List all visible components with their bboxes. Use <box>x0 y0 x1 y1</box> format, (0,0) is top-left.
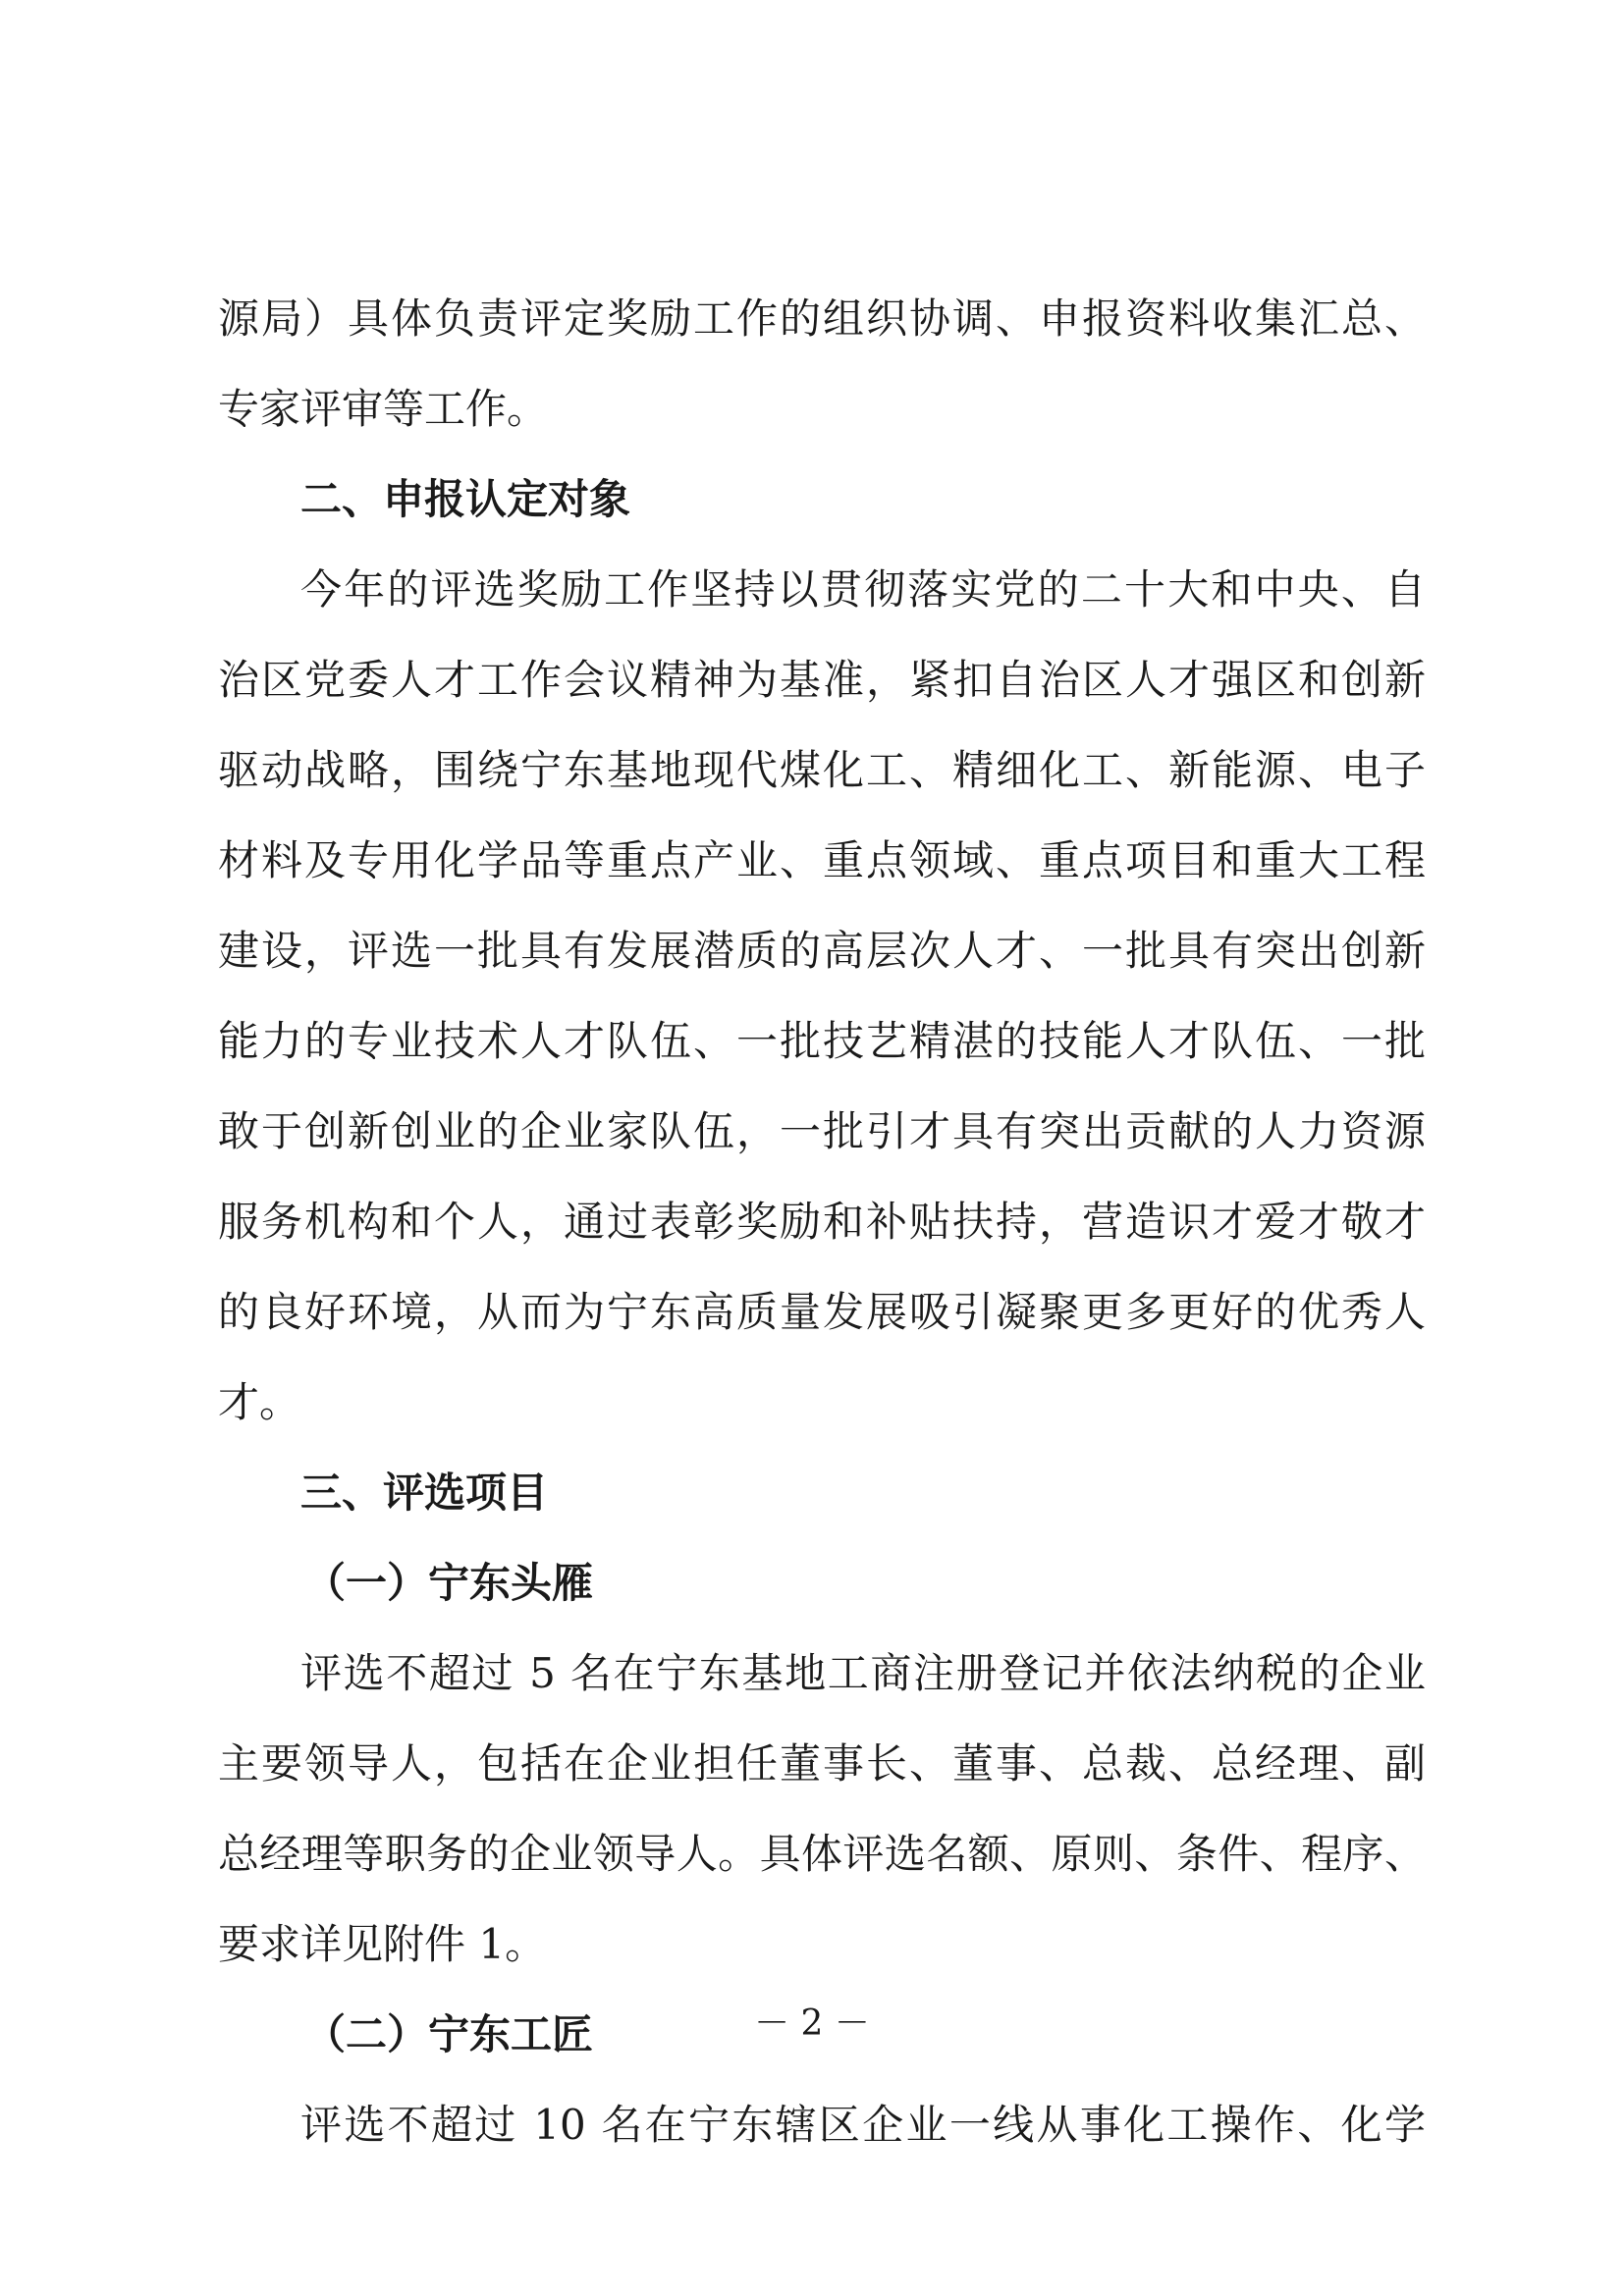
paragraph-line: 评选不超过 10 名在宁东辖区企业一线从事化工操作、化学 <box>300 2101 1426 2149</box>
paragraph-line: 的良好环境，从而为宁东高质量发展吸引凝聚更多更好的优秀人 <box>218 1288 1426 1336</box>
intro-line: 源局）具体负责评定奖励工作的组织协调、申报资料收集汇总、 <box>218 294 1426 343</box>
paragraph-line: 能力的专业技术人才队伍、一批技艺精湛的技能人才队伍、一批 <box>218 1017 1426 1065</box>
paragraph-line: 总经理等职务的企业领导人。具体评选名额、原则、条件、程序、 <box>218 1830 1426 1878</box>
intro-line: 专家评审等工作。 <box>218 385 549 433</box>
paragraph-line: 要求详见附件 1。 <box>218 1920 547 1968</box>
paragraph-line: 才。 <box>218 1378 301 1426</box>
paragraph-line: 主要领导人，包括在企业担任董事长、董事、总裁、总经理、副 <box>218 1739 1426 1788</box>
paragraph-line: 评选不超过 5 名在宁东基地工商注册登记并依法纳税的企业 <box>300 1649 1426 1697</box>
section-heading-3: 三、评选项目 <box>300 1468 549 1517</box>
document-body <box>218 294 1426 2191</box>
paragraph-line: 今年的评选奖励工作坚持以贯彻落实党的二十大和中央、自 <box>300 565 1426 614</box>
paragraph-line: 材料及专用化学品等重点产业、重点领域、重点项目和重大工程 <box>218 836 1426 884</box>
paragraph-line: 敢于创新创业的企业家队伍，一批引才具有突出贡献的人力资源 <box>218 1107 1426 1155</box>
page-number: － 2 － <box>754 2003 870 2044</box>
paragraph-line: 治区党委人才工作会议精神为基准，紧扣自治区人才强区和创新 <box>218 656 1426 704</box>
section-heading-2: 二、申报认定对象 <box>300 475 631 523</box>
paragraph-line: 驱动战略，围绕宁东基地现代煤化工、精细化工、新能源、电子 <box>218 746 1426 794</box>
subsection-heading-2: （二）宁东工匠 <box>304 2010 594 2058</box>
paragraph-line: 服务机构和个人，通过表彰奖励和补贴扶持，营造识才爱才敬才 <box>218 1198 1426 1246</box>
paragraph-line: 建设，评选一批具有发展潜质的高层次人才、一批具有突出创新 <box>218 927 1426 975</box>
subsection-heading-1: （一）宁东头雁 <box>304 1559 594 1607</box>
